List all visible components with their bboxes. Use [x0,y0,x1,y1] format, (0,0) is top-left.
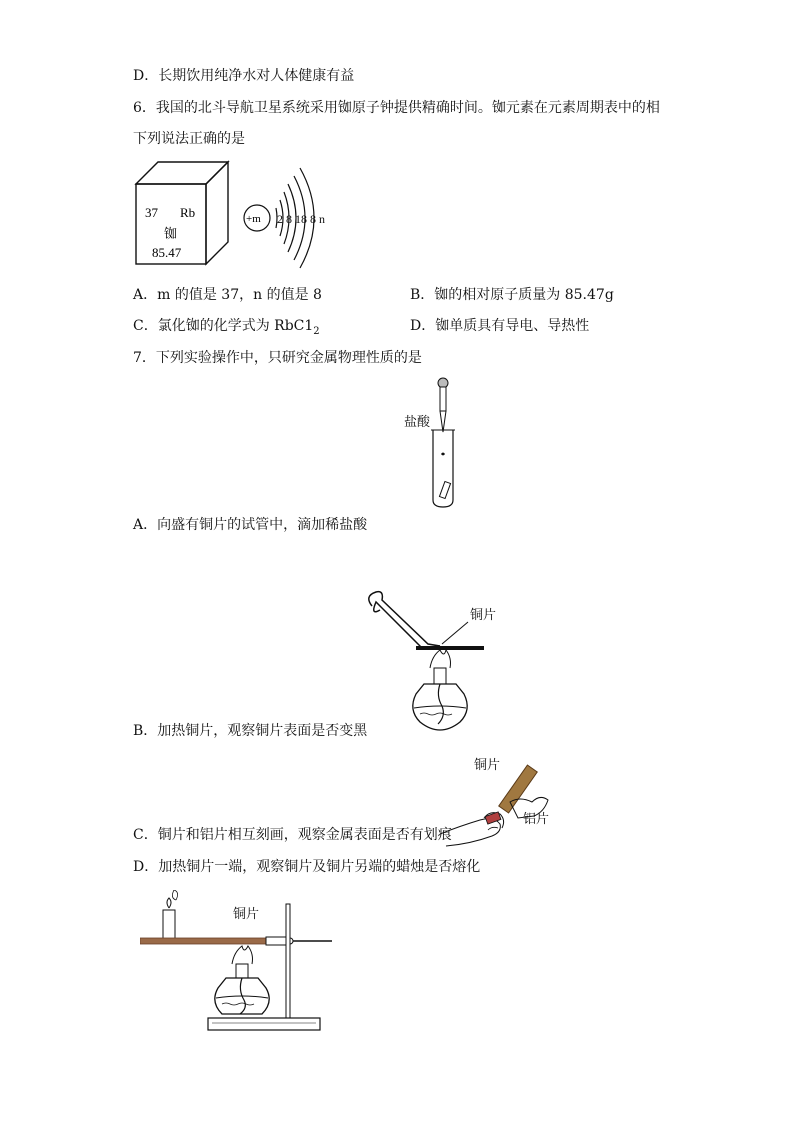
nucleus-charge: +m [246,213,261,225]
q6-option-c [133,317,320,341]
fig-d-label-copper: 铜片 [233,907,260,922]
q7-option-c: C．铜片和铝片相互刻画，观察金属表面是否有划痕 [133,827,452,843]
element-atomic-mass: 85.47 [152,245,182,260]
atomic-structure-diagram [240,162,360,274]
fig-c-label-copper: 铜片 [474,758,501,773]
q5-option-d: D．长期饮用纯净水对人体健康有益 [133,68,355,84]
q7-option-a: A．向盛有铜片的试管中，滴加稀盐酸 [133,517,368,533]
q7-option-b: B．加热铜片，观察铜片表面是否变黑 [133,723,368,739]
fig-c-label-aluminum: 铝片 [523,812,550,827]
dropper-test-tube-figure [428,374,458,510]
electron-shell-counts: 2 8 18 8 n [277,212,325,226]
q6-option-a: A．m 的值是 37，n 的值是 8 [133,287,322,303]
q7-option-d: D．加热铜片一端，观察铜片及铜片另端的蜡烛是否熔化 [133,859,481,875]
element-atomic-number: 37 [145,205,158,220]
q6-option-c-subscript: 2 [313,325,320,337]
heat-conduction-figure [140,890,340,1036]
element-symbol: Rb [180,205,196,220]
q7-stem: 7．下列实验操作中，只研究金属物理性质的是 [133,350,422,366]
q6-stem-line2: 下列说法正确的是 [133,131,245,147]
q6-option-d: D．铷单质具有导电、导热性 [410,318,590,334]
fig-b-label-copper: 铜片 [470,608,497,623]
scratching-metals-figure [440,758,552,848]
element-cell-figure [134,160,230,266]
q6-stem-line1: 6．我国的北斗导航卫星系统采用铷原子钟提供精确时间。铷元素在元素周期表中的相 [133,100,660,116]
q6-option-c-text: C．氯化铷的化学式为 RbC1 [133,318,314,334]
element-name: 铷 [164,226,178,241]
q6-option-b: B．铷的相对原子质量为 85.47g [410,287,614,303]
fig-a-label-hydrochloric-acid: 盐酸 [404,415,431,430]
heating-copper-figure [360,586,490,744]
